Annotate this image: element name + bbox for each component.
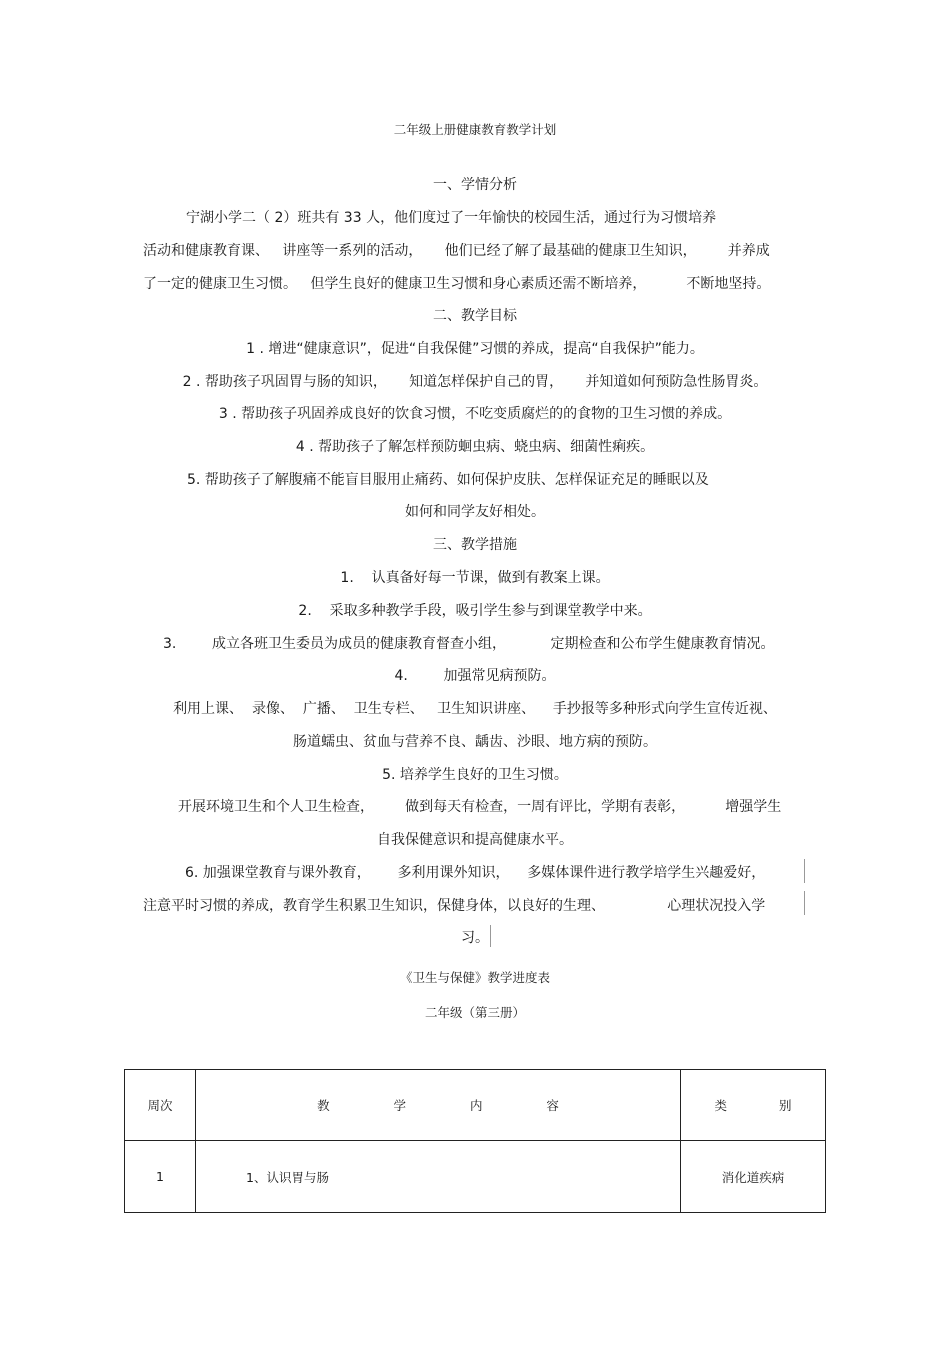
analysis-line-3: 了一定的健康卫生习惯。 但学生良好的健康卫生习惯和身心素质还需不断培养， 不断地坚持。 [143,276,771,292]
measure-1: 1. 认真备好每一节课，做到有教案上课。 [340,570,610,586]
header-week: 周次 [125,1070,196,1141]
schedule-title: 《卫生与保健》教学进度表 [399,970,550,985]
analysis-line-2: 活动和健康教育课、 讲座等一系列的活动， 他们已经了解了最基础的健康卫生知识， 并养成 [143,243,770,259]
goal-1: 1 . 增进“健康意识”，促进“自我保健”习惯的养成，提高“自我保护”能力。 [246,341,704,357]
goal-5-cont: 如何和同学友好相处。 [405,504,545,520]
measure-3: 3. 成立各班卫生委员为成员的健康教育督查小组， 定期检查和公布学生健康教育情况。 [163,636,775,652]
page-title: 二年级上册健康教育教学计划 [393,122,557,137]
goal-5: 5. 帮助孩子了解腹痛不能盲目服用止痛药、如何保护皮肤、怎样保证充足的睡眠以及 [187,472,709,488]
goal-2: 2 . 帮助孩子巩固胃与肠的知识， 知道怎样保护自己的胃， 并知道如何预防急性肠胃炎。 [182,374,768,390]
measure-6-detail-1: 注意平时习惯的养成，教育学生积累卫生知识，保健身体，以良好的生理、 心理状况投入学 [143,898,766,914]
measure-5: 5. 培养学生良好的卫生习惯。 [382,767,568,783]
header-category: 类 别 [681,1070,826,1141]
analysis-line-1: 宁湖小学二（ 2）班共有 33 人，他们度过了一年愉快的校园生活，通过行为习惯培养 [186,210,717,226]
measure-5-detail-2: 自我保健意识和提高健康水平。 [377,832,573,848]
measure-2: 2. 采取多种教学手段，吸引学生参与到课堂教学中来。 [298,603,652,619]
row-week: 1 [125,1141,196,1213]
table-row [125,1141,826,1213]
measure-4-detail-2: 肠道蠕虫、贫血与营养不良、龋齿、沙眼、地方病的预防。 [293,734,657,750]
margin-rule-1 [804,859,805,883]
measure-6-detail-2: 习。 [461,930,489,946]
margin-rule-3 [490,925,491,947]
header-content: 教 学 内 容 [196,1070,681,1141]
table-header-row [125,1070,826,1141]
measure-4: 4. 加强常见病预防。 [394,668,556,684]
row-category: 消化道疾病 [681,1141,826,1213]
goal-3: 3 . 帮助孩子巩固养成良好的饮食习惯，不吃变质腐烂的的食物的卫生习惯的养成。 [218,406,732,422]
section2-heading: 二、教学目标 [433,308,517,324]
margin-rule-2 [804,891,805,915]
schedule-table [124,1069,826,1213]
measure-4-detail-1: 利用上课、 录像、 广播、 卫生专栏、 卫生知识讲座、 手抄报等多种形式向学生宣传近视、 [173,701,777,717]
goal-4: 4 . 帮助孩子了解怎样预防蛔虫病、蛲虫病、细菌性痢疾。 [295,439,655,455]
measure-5-detail-1: 开展环境卫生和个人卫生检查， 做到每天有检查，一周有评比，学期有表彰， 增强学生 [178,799,782,815]
schedule-subtitle: 二年级（第三册） [424,1005,525,1020]
measure-6: 6. 加强课堂教育与课外教育， 多利用课外知识， 多媒体课件进行教学培学生兴趣爱好， [185,865,766,881]
section1-heading: 一、学情分析 [433,177,517,193]
section3-heading: 三、教学措施 [433,537,517,553]
row-content: 1、认识胃与肠 [196,1141,681,1213]
